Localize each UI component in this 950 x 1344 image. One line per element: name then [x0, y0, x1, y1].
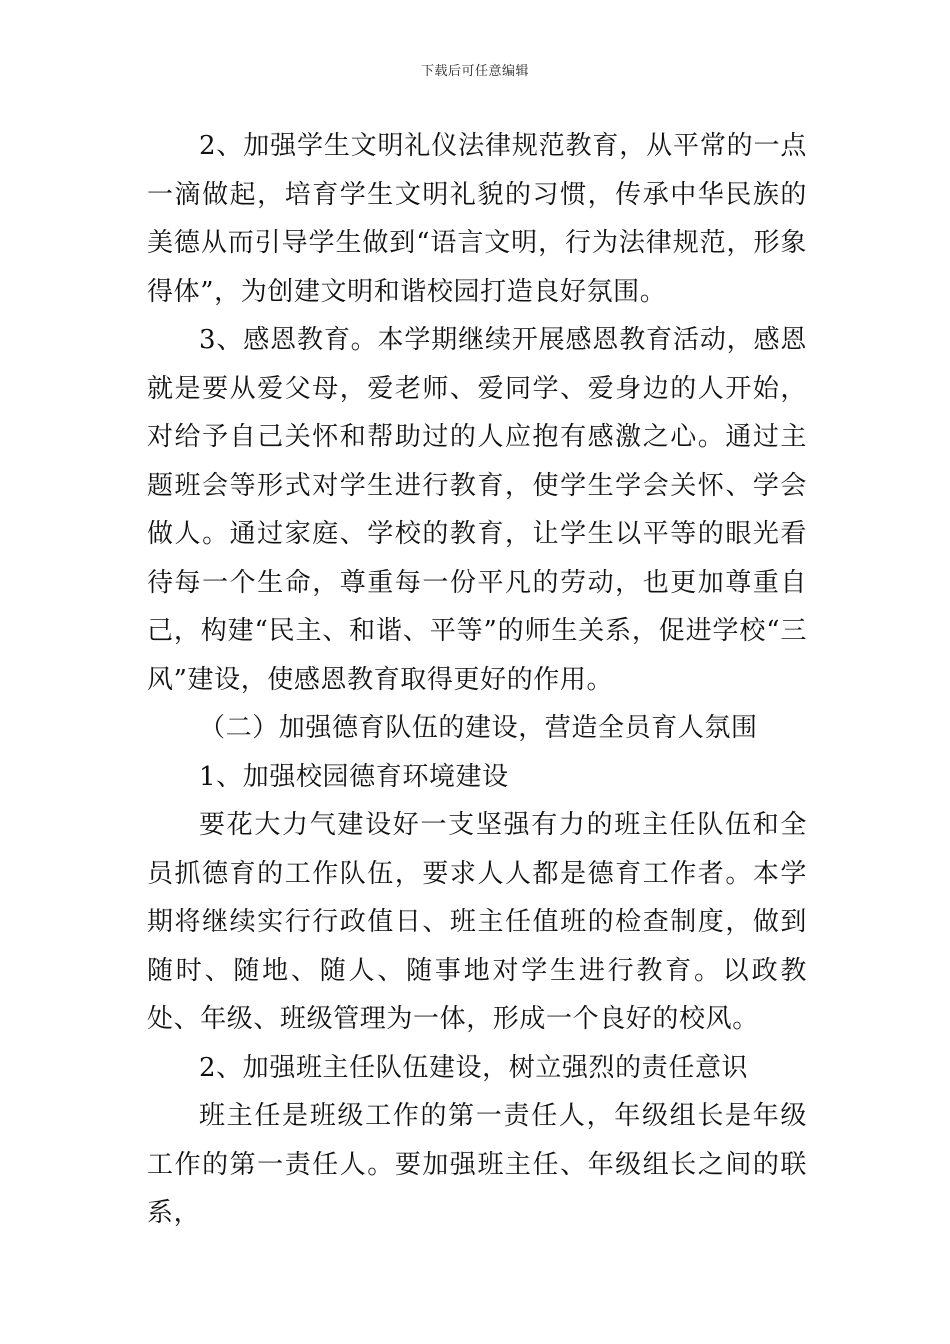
paragraph-head-teacher-team: 班主任是班级工作的第一责任人，年级组长是年级工作的第一责任人。要加强班主任、年级组长之间的联系， — [147, 1101, 807, 1228]
paragraph-civility-education: 2、加强学生文明礼仪法律规范教育，从平常的一点一滴做起，培育学生文明礼貌的习惯，传承中华民族的美德从而引导学生做到“语言文明，行为法律规范，形象得体”，为创建文明和谐校园打造良好氛围。 — [147, 131, 807, 307]
page-header: 下载后可任意编辑 — [420, 64, 529, 79]
subheading-head-teacher-team: 2、加强班主任队伍建设，树立强烈的责任意识 — [199, 1052, 749, 1083]
document-body — [147, 122, 807, 1238]
paragraph-gratitude-education: 3、感恩教育。本学期继续开展感恩教育活动，感恩就是要从爱父母，爱老师、爱同学、爱身边的人开始，对给予自己关怀和帮助过的人应抱有感激之心。通过主题班会等形式对学生进行教育，使学生学会关怀、学会做人。通过家庭、学校的教育，让学生以平等的眼光看待每一个生命，尊重每一份平凡的劳动，也更加尊重自己，构建“民主、和谐、平等”的师生关系，促进学校“三风”建设，使感恩教育取得更好的作用。 — [147, 325, 807, 695]
subheading-campus-environment: 1、加强校园德育环境建设 — [199, 761, 509, 792]
paragraph-campus-environment: 要花大力气建设好一支坚强有力的班主任队伍和全员抓德育的工作队伍，要求人人都是德育工作者。本学期将继续实行行政值日、班主任值班的检查制度，做到随时、随地、随人、随事地对学生进行教育。以政教处、年级、班级管理为一体，形成一个良好的校风。 — [147, 810, 807, 1034]
section-heading-moral-team: （二）加强德育队伍的建设，营造全员育人氛围 — [199, 713, 758, 743]
